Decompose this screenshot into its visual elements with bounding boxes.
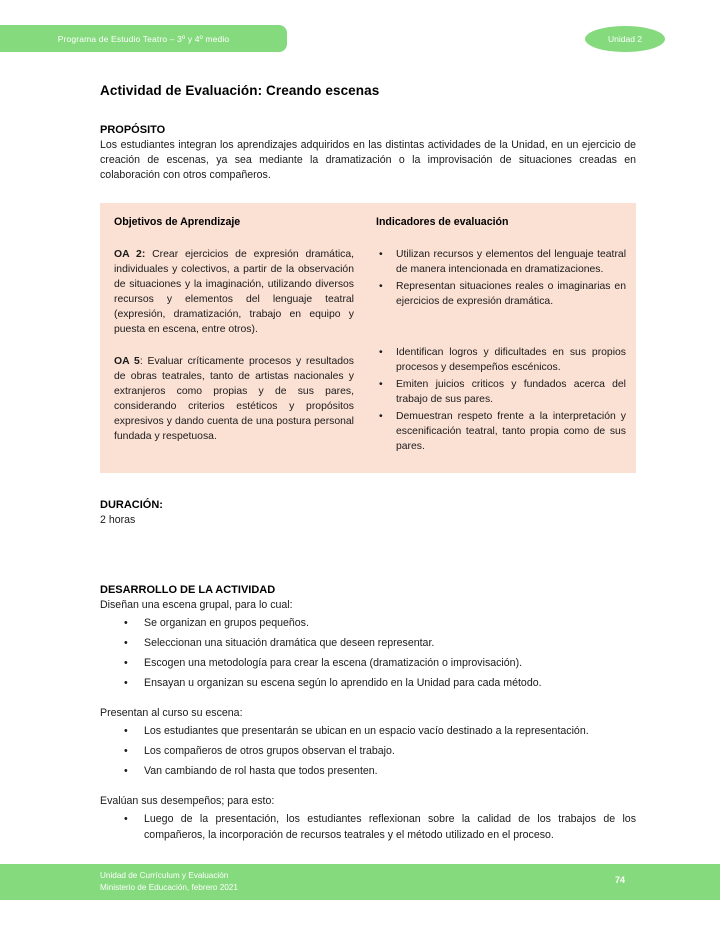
objective-item [114, 248, 354, 338]
activity-list [100, 616, 636, 692]
indicators-column-header: Indicadores de evaluación [376, 216, 509, 229]
objective-code: OA 2: [114, 249, 146, 261]
bullet-icon: • [124, 745, 128, 758]
list-item-text: Los estudiantes que presentarán se ubican en un espacio vacío destinado a la representación. [144, 725, 589, 738]
unit-badge-label: Unidad 2 [607, 34, 643, 44]
indicator-text: Demuestran respeto frente a la interpretación y escenificación teatral, tanto propia como de sus pares. [396, 410, 626, 452]
duracion-heading: DURACIÓN: [100, 498, 163, 511]
footer-line-2: Ministerio de Educación, febrero 2021 [100, 883, 238, 893]
indicator-text: Utilizan recursos y elementos del lenguaje teatral de manera intencionada en dramatizaciones. [396, 249, 626, 276]
list-item [100, 724, 636, 740]
list-item [100, 616, 636, 632]
indicator-item [376, 346, 626, 376]
indicator-group [376, 346, 626, 455]
list-item-text: Los compañeros de otros grupos observan el trabajo. [144, 745, 395, 758]
list-item [100, 656, 636, 672]
bullet-icon: • [379, 379, 383, 390]
objective-item [114, 355, 354, 445]
indicator-text: Emiten juicios criticos y fundados acerca del trabajo de sus pares. [396, 379, 626, 405]
activity-lead: Diseñan una escena grupal, para lo cual: [100, 598, 293, 611]
activity-lead: Presentan al curso su escena: [100, 706, 243, 719]
list-item-text: Ensayan u organizan su escena según lo aprendido en la Unidad para cada método. [144, 676, 542, 689]
bullet-icon: • [124, 657, 128, 670]
list-item-text: Escogen una metodología para crear la escena (dramatización o improvisación). [144, 657, 523, 670]
footer-banner [0, 864, 720, 900]
bullet-icon: • [379, 249, 383, 261]
indicator-item [376, 378, 626, 408]
bullet-icon: • [379, 410, 383, 422]
indicator-text: Representan situaciones reales o imaginarias en ejercicios de expresión dramática. [396, 281, 626, 308]
page-title: Actividad de Evaluación: Creando escenas [100, 83, 380, 98]
bullet-icon: • [124, 813, 128, 826]
list-item-text: Luego de la presentación, los estudiantes reflexionan sobre la calidad de los trabajos de los compañeros, la incorporación de recursos teatrales y el método utilizado en el proceso. [144, 813, 636, 842]
footer-org [100, 870, 238, 895]
objective-text: Crear ejercicios de expresión dramática, individuales y colectivos, a partir de la observación de situaciones y la imaginación, utilizando diversos recursos y elementos del lenguaje teatral (expresión, dramatización, trabajo en equipo y puesta en escena, entre otros). [114, 249, 355, 336]
activity-list [100, 724, 636, 780]
section-spacer [100, 528, 636, 558]
list-item [100, 812, 636, 844]
list-item [100, 744, 636, 760]
bullet-icon: • [379, 347, 383, 359]
list-item-text: Van cambiando de rol hasta que todos presenten. [144, 765, 378, 778]
list-item [100, 764, 636, 780]
footer-line-1: Unidad de Currículum y Evaluación [100, 871, 229, 880]
header-banner-label: Programa de Estudio Teatro – 3º y 4º medio [57, 33, 230, 44]
duracion-value: 2 horas [100, 513, 136, 526]
bullet-icon: • [124, 765, 128, 778]
page-content [100, 0, 636, 858]
list-item-text: Se organizan en grupos pequeños. [144, 617, 309, 630]
indicator-item [376, 280, 626, 310]
indicator-item [376, 410, 626, 455]
bullet-icon: • [379, 281, 383, 293]
indicator-group [376, 248, 626, 310]
learning-objectives-table [100, 203, 636, 473]
bullet-icon: • [124, 725, 128, 738]
indicators-column [368, 216, 636, 457]
bullet-icon: • [124, 676, 128, 689]
desarrollo-heading: DESARROLLO DE LA ACTIVIDAD [100, 583, 276, 596]
bullet-icon: • [124, 617, 128, 630]
list-item-text: Seleccionan una situación dramática que deseen representar. [144, 637, 435, 650]
indicator-item [376, 248, 626, 278]
objectives-column-header: Objetivos de Aprendizaje [114, 216, 241, 229]
bullet-icon: • [124, 637, 128, 650]
proposito-heading: PROPÓSITO [100, 124, 166, 136]
list-item [100, 676, 636, 692]
indicator-text: Identifican logros y dificultades en sus propios procesos y desempeños escénicos. [396, 347, 626, 374]
list-item [100, 636, 636, 652]
activity-lead: Evalúan sus desempeños; para esto: [100, 794, 275, 807]
objectives-column [100, 216, 368, 457]
page-number: 74 [614, 875, 625, 885]
proposito-text: Los estudiantes integran los aprendizajes adquiridos en las distintas actividades de la Unidad, en un ejercicio de creación de escenas, ya sea mediante la dramatización o la improvisación de situaciones creadas en colaboración con otros compañeros. [100, 139, 636, 182]
objective-text: : Evaluar críticamente procesos y resultados de obras teatrales, tanto de artistas nacionales y extranjeros como propias y de sus pares, considerando criterios estéticos y propósitos expresivos y dando cuenta de una postura personal fundada y respetuosa. [114, 356, 354, 442]
objective-code: OA 5 [114, 356, 140, 367]
activity-list [100, 812, 636, 844]
